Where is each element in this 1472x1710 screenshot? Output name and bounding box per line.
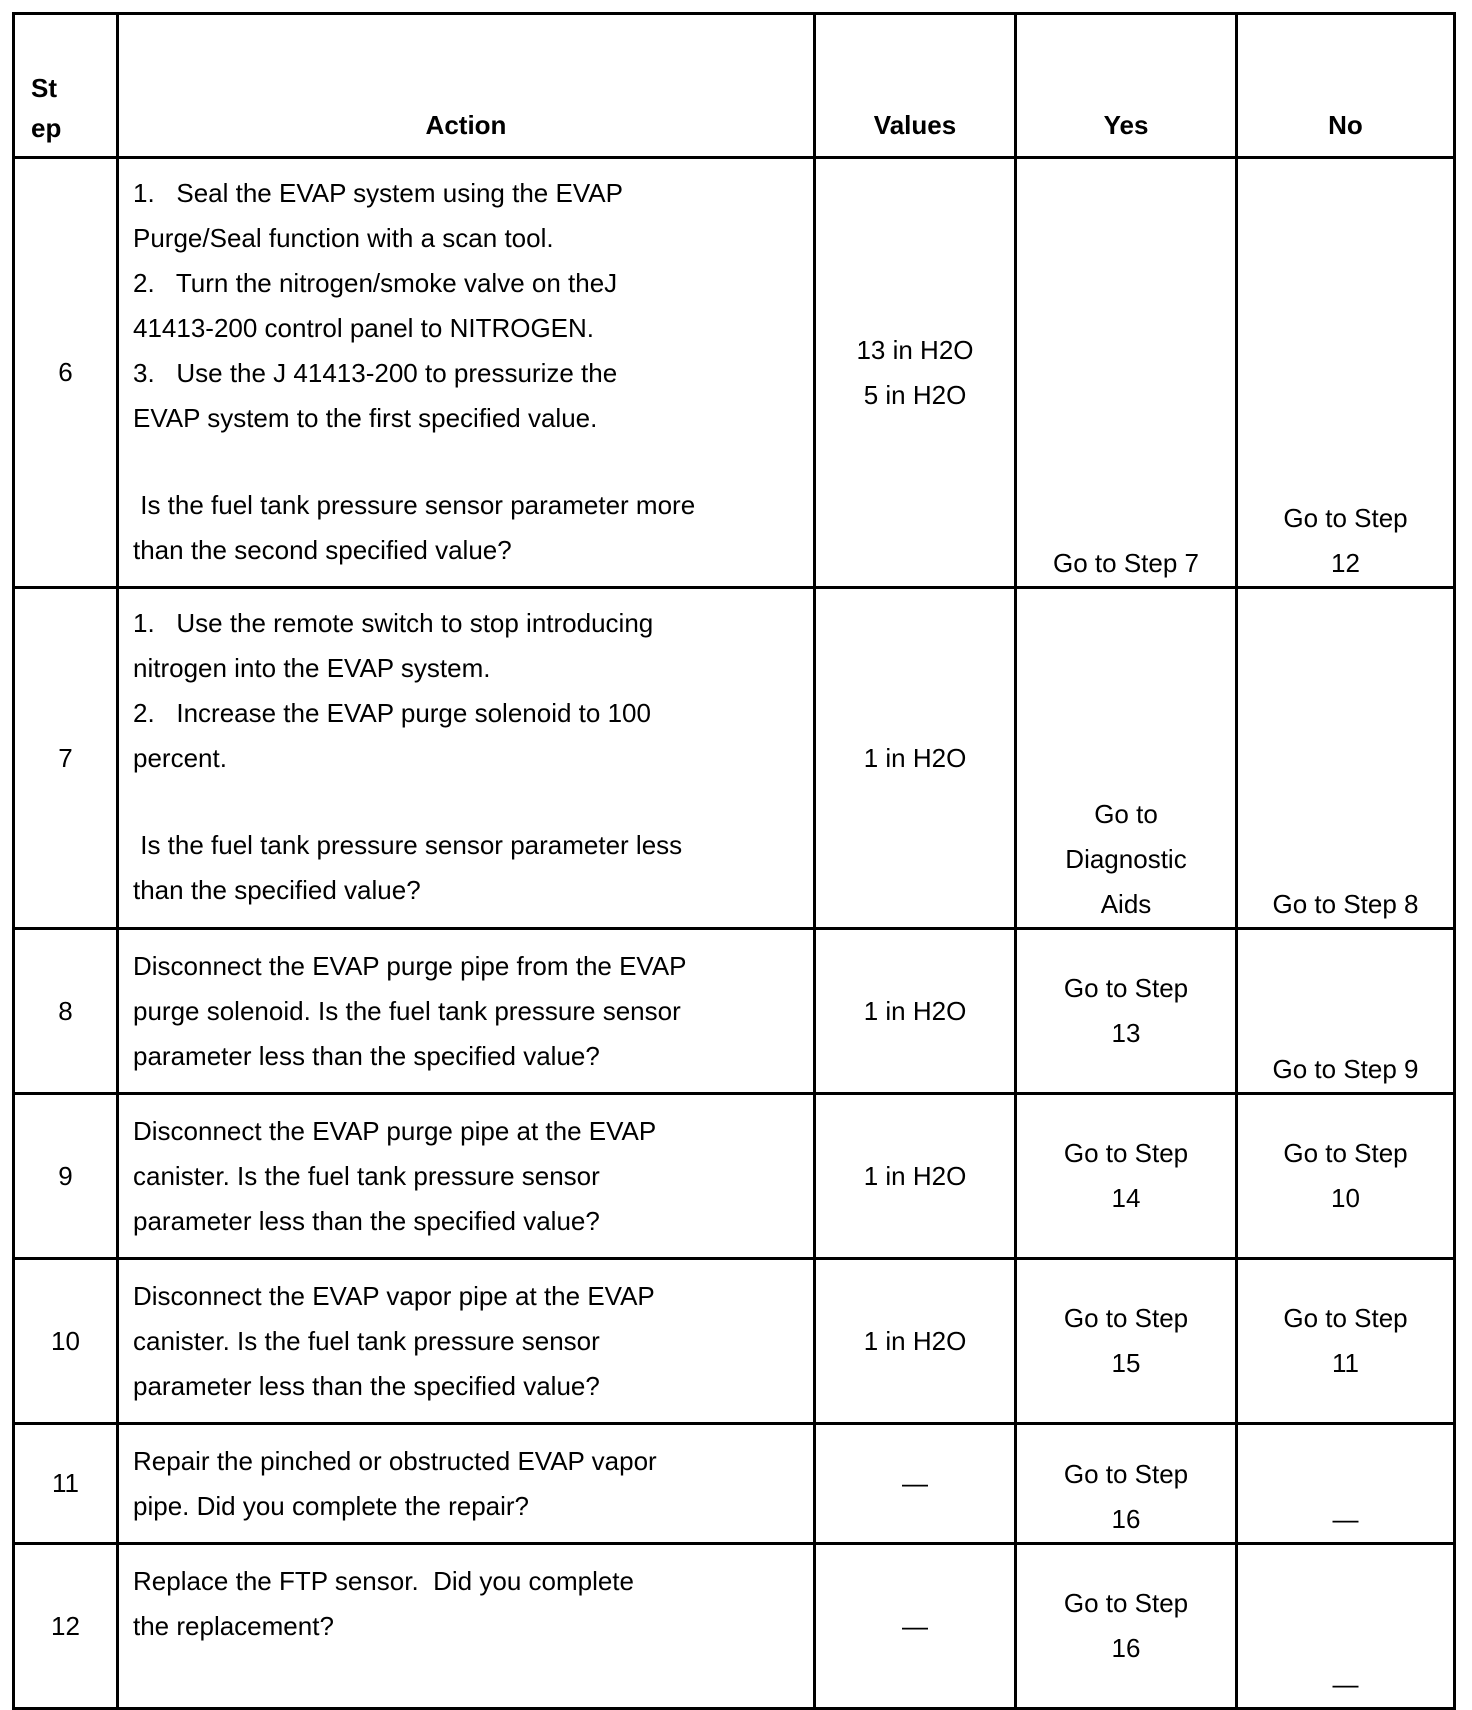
action-line: canister. Is the fuel tank pressure sensor (133, 1325, 600, 1356)
value-text: 5 in H2O (863, 379, 967, 410)
question-line: than the specified value? (133, 875, 421, 905)
yes-text: 14 (1111, 1183, 1141, 1213)
yes-text: Aids (1100, 889, 1152, 919)
action-line: 1. Seal the EVAP system using the EVAP (133, 178, 623, 208)
yes-text: 16 (1111, 1504, 1141, 1534)
no-text: Go to Step (1283, 1138, 1408, 1168)
step-cell: 11 (14, 1424, 118, 1544)
no-text: Go to Step (1283, 503, 1408, 533)
no-text: — (1332, 1669, 1359, 1699)
value-text: 1 in H2O (863, 995, 967, 1026)
header-yes: Yes (1016, 14, 1237, 158)
yes-text: 13 (1111, 1018, 1141, 1048)
no-text: 11 (1332, 1348, 1359, 1378)
header-action: Action (118, 14, 815, 158)
table-body (14, 158, 1455, 1709)
step-cell: 6 (14, 158, 118, 588)
yes-cell (1016, 1424, 1237, 1544)
action-line: 3. Use the J 41413-200 to pressurize the (133, 358, 618, 388)
value-text: — (902, 1610, 928, 1641)
yes-cell (1016, 1544, 1237, 1709)
value-text: — (902, 1468, 928, 1498)
table-row (14, 158, 1455, 588)
no-cell (1237, 1424, 1455, 1544)
action-cell (118, 929, 815, 1094)
yes-cell (1016, 1259, 1237, 1424)
table-row (14, 1424, 1455, 1544)
yes-text: Go to Step (1063, 973, 1189, 1003)
yes-text: Go to Step (1063, 1303, 1189, 1333)
no-cell (1237, 158, 1455, 588)
no-text: Go to Step 8 (1272, 889, 1419, 919)
action-line: the replacement? (133, 1611, 334, 1641)
table-row (14, 1094, 1455, 1259)
question-line: Is the fuel tank pressure sensor parameter more (133, 490, 696, 520)
header-step (14, 14, 118, 158)
table-row (14, 588, 1455, 929)
action-line: pipe. Did you complete the repair? (133, 1490, 530, 1521)
action-line: Replace the FTP sensor. Did you complete (133, 1566, 634, 1596)
yes-text: Go to Step (1063, 1588, 1189, 1618)
action-line: Disconnect the EVAP vapor pipe at the EVAP (133, 1280, 655, 1311)
no-text: Go to Step (1283, 1303, 1408, 1333)
action-line: EVAP system to the first specified value. (133, 403, 598, 433)
action-line: Purge/Seal function with a scan tool. (133, 223, 554, 253)
value-text: 1 in H2O (863, 1160, 967, 1191)
no-cell (1237, 1259, 1455, 1424)
no-text: 10 (1331, 1183, 1360, 1213)
no-text: — (1332, 1504, 1359, 1534)
value-text: 1 in H2O (863, 1325, 967, 1356)
no-cell (1237, 1094, 1455, 1259)
action-line: Repair the pinched or obstructed EVAP vapor (133, 1445, 657, 1476)
yes-text: Go to Step (1063, 1459, 1189, 1489)
yes-text: Go to Step 7 (1053, 548, 1199, 578)
yes-text: 15 (1111, 1348, 1141, 1378)
values-cell (815, 1424, 1016, 1544)
action-cell (118, 1259, 815, 1424)
action-line: 1. Use the remote switch to stop introducing (133, 608, 654, 638)
values-cell (815, 1544, 1016, 1709)
yes-text: Go to Step (1063, 1138, 1189, 1168)
header-step-label: St ep (31, 73, 62, 143)
header-values: Values (815, 14, 1016, 158)
values-cell (815, 158, 1016, 588)
step-cell: 8 (14, 929, 118, 1094)
step-cell: 12 (14, 1544, 118, 1709)
question-line: Is the fuel tank pressure sensor parameter less (133, 830, 683, 860)
action-cell (118, 1544, 815, 1709)
no-text: 12 (1331, 548, 1360, 578)
table-row (14, 1259, 1455, 1424)
action-line: percent. (133, 743, 227, 773)
step-cell: 9 (14, 1094, 118, 1259)
yes-text: Go to (1094, 799, 1158, 829)
action-line: 2. Increase the EVAP purge solenoid to 100 (133, 698, 651, 728)
no-text: Go to Step 9 (1272, 1054, 1419, 1084)
action-line: nitrogen into the EVAP system. (133, 653, 491, 683)
no-cell (1237, 929, 1455, 1094)
yes-text: 16 (1111, 1633, 1141, 1663)
action-line: purge solenoid. Is the fuel tank pressure sensor (133, 995, 681, 1026)
values-cell (815, 1259, 1016, 1424)
action-line: canister. Is the fuel tank pressure sensor (133, 1160, 600, 1191)
header-no: No (1237, 14, 1455, 158)
value-text: 13 in H2O (856, 334, 974, 365)
yes-cell (1016, 158, 1237, 588)
action-cell (118, 588, 815, 929)
action-cell (118, 1424, 815, 1544)
yes-cell (1016, 929, 1237, 1094)
values-cell (815, 929, 1016, 1094)
header-row (14, 14, 1455, 158)
table-row (14, 1544, 1455, 1709)
action-cell (118, 158, 815, 588)
question-line: than the second specified value? (133, 535, 512, 565)
action-gap (133, 781, 799, 823)
values-cell (815, 588, 1016, 929)
action-line: parameter less than the specified value? (133, 1370, 600, 1401)
action-cell (118, 1094, 815, 1259)
values-cell (815, 1094, 1016, 1259)
action-gap (133, 441, 799, 483)
value-text: 1 in H2O (863, 742, 967, 773)
action-line: Disconnect the EVAP purge pipe at the EVAP (133, 1115, 657, 1146)
action-line: Disconnect the EVAP purge pipe from the EVAP (133, 950, 687, 981)
table-row (14, 929, 1455, 1094)
action-line: parameter less than the specified value? (133, 1205, 600, 1236)
yes-cell (1016, 588, 1237, 929)
action-line: parameter less than the specified value? (133, 1040, 600, 1071)
yes-cell (1016, 1094, 1237, 1259)
action-line: 41413-200 control panel to NITROGEN. (133, 313, 595, 343)
step-cell: 10 (14, 1259, 118, 1424)
no-cell (1237, 1544, 1455, 1709)
yes-text: Diagnostic (1065, 844, 1187, 874)
diagnostic-table (12, 12, 1456, 1710)
no-cell (1237, 588, 1455, 929)
step-cell: 7 (14, 588, 118, 929)
action-line: 2. Turn the nitrogen/smoke valve on theJ (133, 268, 618, 298)
